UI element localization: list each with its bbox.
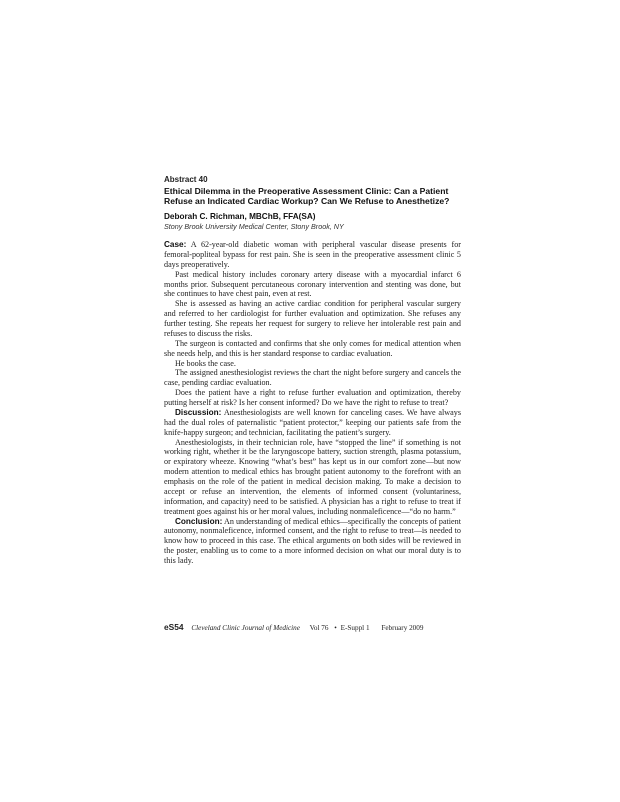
conclusion-heading: Conclusion:: [175, 516, 223, 526]
conclusion-paragraph: [164, 517, 461, 566]
page-number: eS54: [164, 622, 184, 632]
case-paragraph: She is assessed as having an active cardiac condition for peripheral vascular surgery and referred to her cardiologist for further evaluation and optimization. She refuses any further testing. She repeats her request for surgery to relieve her intolerable rest pain and refuses to discuss the risks.: [164, 299, 461, 338]
journal-name: Cleveland Clinic Journal of Medicine: [191, 624, 300, 632]
author-affiliation: Stony Brook University Medical Center, Stony Brook, NY: [164, 221, 344, 231]
case-paragraph: Past medical history includes coronary artery disease with a myocardial infarct 6 months prior. Subsequent percutaneous coronary intervention and stenting was done, but she continues to have chest pain, even at rest.: [164, 269, 461, 299]
discussion-paragraph: [164, 408, 461, 438]
discussion-text: Anesthesiologists are well known for canceling cases. We have always had the dual roles of paternalistic “patient protector,” keeping our patients safe from the knife-happy surgeon; and technician, facilitating the patient’s surgery.: [164, 407, 461, 437]
abstract-number: Abstract 40: [164, 175, 208, 184]
volume: Vol 76: [309, 624, 329, 632]
case-paragraph: The surgeon is contacted and confirms that she only comes for medical attention when she needs help, and this is her standard response to cardiac evaluation.: [164, 338, 461, 358]
case-heading: Case:: [164, 240, 187, 249]
case-text: A 62-year-old diabetic woman with peripheral vascular disease presents for femoral-popliteal bypass for rest pain. She is seen in the preoperative assessment clinic 5 days preoperatively.: [164, 240, 461, 269]
discussion-heading: Discussion:: [175, 407, 222, 417]
abstract-body: [164, 240, 461, 566]
conclusion-text: An understanding of medical ethics—specifically the concepts of patient autonomy, nonmaleficence, informed consent, and the right to refuse to treat—is needed to know how to proceed in this case. The ethical arguments on both sides will be reviewed in the poster, enabling us to come to a more informed decision on what our moral duty is to this lady.: [164, 516, 461, 565]
case-paragraph: [164, 240, 461, 270]
case-paragraph: He books the case.: [175, 358, 236, 368]
bullet-separator: •: [334, 624, 337, 632]
page-footer: [164, 622, 464, 632]
case-paragraph: Does the patient have a right to refuse further evaluation and optimization, thereby putting herself at risk? Is her consent informed? Do we have the right to refuse to treat?: [164, 388, 461, 407]
issue-date: February 2009: [381, 624, 424, 632]
abstract-header: [164, 175, 464, 231]
author-name: Deborah C. Richman, MBChB, FFA(SA): [164, 211, 316, 221]
case-paragraph: The assigned anesthesiologist reviews the chart the night before surgery and cancels the case, pending cardiac evaluation.: [164, 368, 461, 388]
discussion-paragraph: Anesthesiologists, in their technician role, have “stopped the line” if something is not working right, whether it be the laryngoscope battery, suction strength, plasma potassium, or expiratory wheeze. Knowing “what’s best” has kept us in our comfort zone—but now modern attention to medical ethics has brought patient autonomy to the forefront with an emphasis on the role of the patient in medical decision making. To make a decision to accept or refuse an intervention, the elements of informed consent (voluntariness, information, and capacity) need to be satisfied. A physician has a right to refuse to treat if treatment goes against his or her moral values, including nonmaleficence—“do no harm.”: [164, 437, 461, 516]
abstract-title: Ethical Dilemma in the Preoperative Assessment Clinic: Can a Patient Refuse an Indicated Cardiac Workup? Can We Refuse to Anesthetize?: [164, 186, 450, 207]
supplement: E-Suppl 1: [340, 624, 370, 632]
